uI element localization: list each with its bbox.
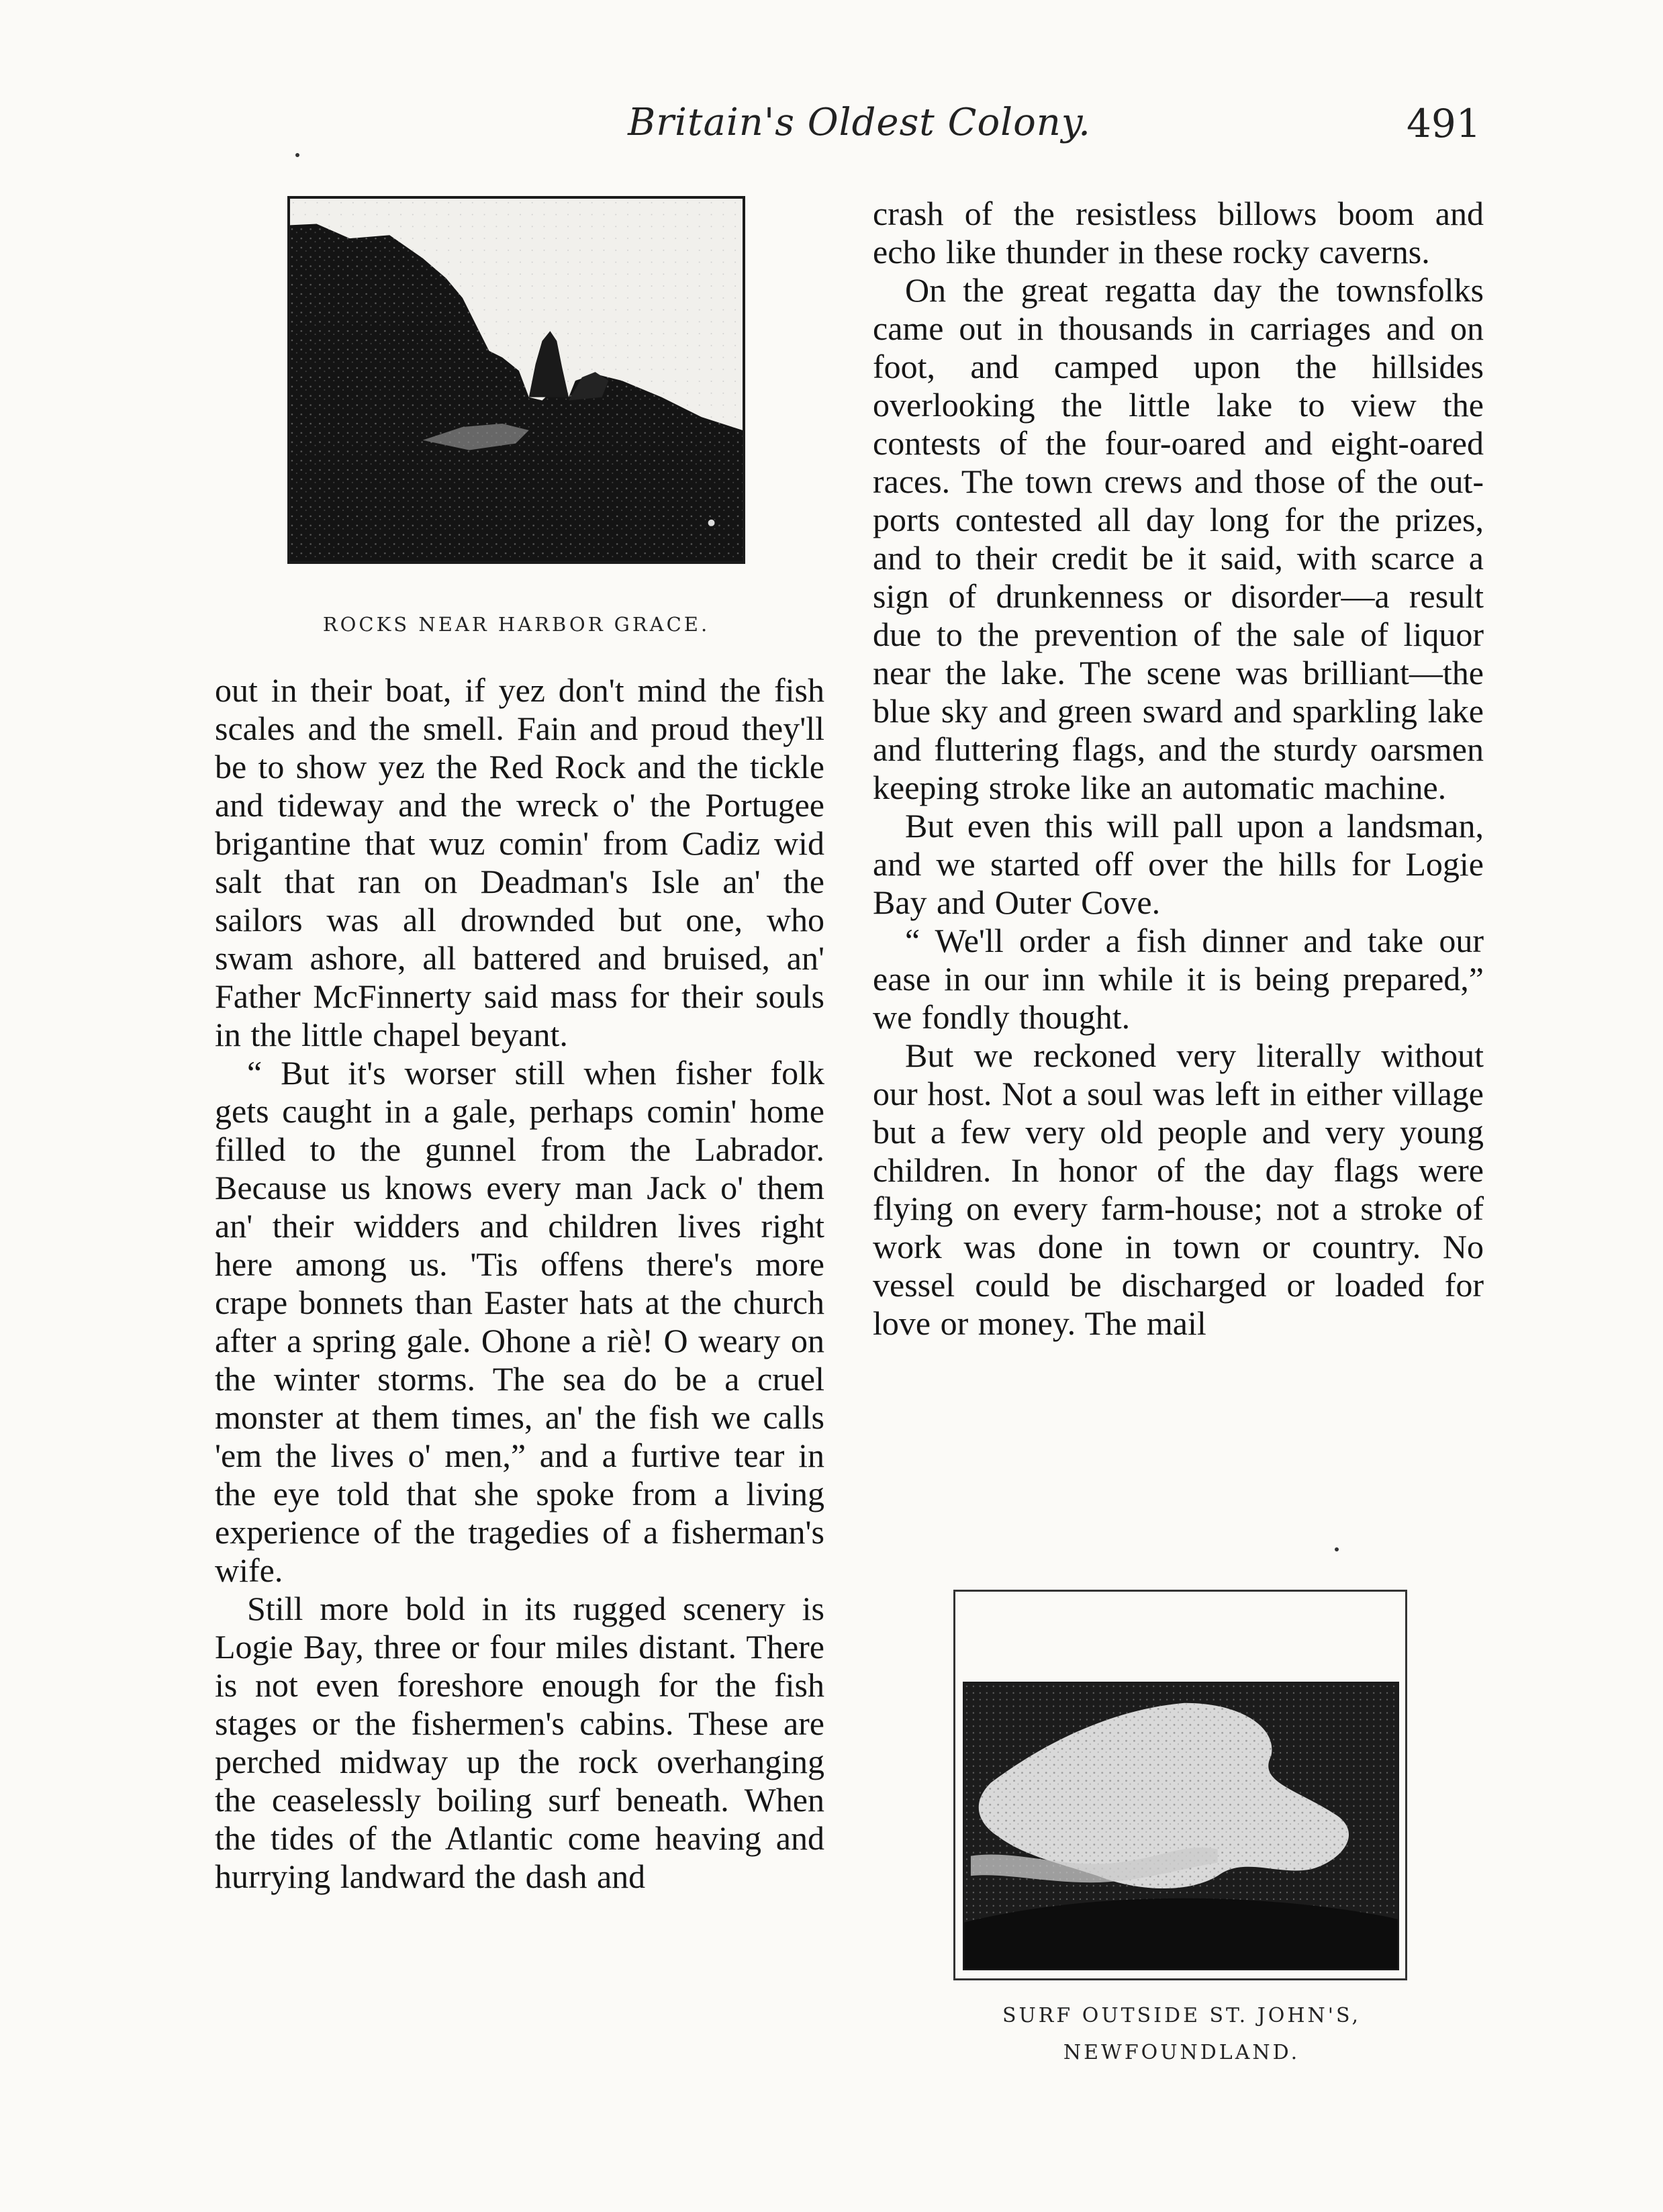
surf-illustration-art — [964, 1683, 1398, 1969]
paragraph: On the great regatta day the townsfolks came out in thousands in carriages and on foot, and camped upon the hillsides overlooking the little lake to view the contests of the four-oared and eight-oared races. The town crews and those of the out-ports contested all day long for the prizes, and to their credit be it said, with scarce a sign of drunkenness or disorder—a result due to the prevention of the sale of liquor near the lake. The scene was brilliant—the blue sky and green sward and sparkling lake and fluttering flags, and the sturdy oarsmen keeping stroke like an automatic machine. — [873, 271, 1484, 806]
paragraph: crash of the resistless billows boom and echo like thunder in these rocky caverns. — [873, 195, 1484, 271]
paragraph: “ But it's worser still when fisher folk gets caught in a gale, perhaps comin' home filled to the gunnel from the Labrador. Because us knows every man Jack o' them an' their widders and children lives right here among us. 'Tis offens there's more crape bonnets than Easter hats at the church after a spring gale. Ohone a riè! O weary on the winter storms. The sea do be a cruel monster at them times, an' the fish we calls 'em the lives o' men,” and a furtive tear in the eye told that she spoke from a living experience of the tragedies of a fisherman's wife. — [215, 1054, 824, 1589]
top-figure-caption: ROCKS NEAR HARBOR GRACE. — [322, 613, 710, 636]
paragraph: “ We'll order a fish dinner and take our ease in our inn while it is being prepared,” we fondly thought. — [873, 922, 1484, 1036]
left-text-column — [215, 671, 824, 1896]
page-number: 491 — [1407, 101, 1481, 146]
paragraph: out in their boat, if yez don't mind the fish scales and the smell. Fain and proud they'll be to show yez the Red Rock and the tickle and tideway and the wreck o' the Portugee brigantine that wuz comin' from Cadiz wid salt that ran on Deadman's Isle an' the sailors was all drownded but one, who swam ashore, all battered and bruised, an' Father McFinnerty said mass for their souls in the little chapel beyant. — [215, 671, 824, 1053]
paragraph: But we reckoned very literally without our host. Not a soul was left in either village but a few very old people and very young children. In honor of the day flags were flying on every farm-house; not a stroke of work was done in town or country. No vessel could be discharged or loaded for love or money. The mail — [873, 1037, 1484, 1342]
right-text-column — [873, 195, 1484, 1343]
speck — [295, 153, 299, 157]
paragraph: But even this will pall upon a landsman, and we started off over the hills for Logie Bay and Outer Cove. — [873, 807, 1484, 921]
bottom-figure-caption-line2: NEWFOUNDLAND. — [1063, 2041, 1300, 2064]
bottom-figure-caption-line1: SURF OUTSIDE ST. JOHN'S, — [1002, 2004, 1362, 2027]
rocks-illustration — [287, 196, 745, 564]
rocks-illustration-art — [290, 199, 743, 561]
surf-illustration — [963, 1682, 1399, 1970]
speck — [1335, 1547, 1339, 1551]
paragraph: Still more bold in its rugged scenery is Logie Bay, three or four miles distant. There is not even foreshore enough for the fish stages or the fishermen's cabins. These are perched midway up the rock overhanging the ceaselessly boiling surf beneath. When the tides of the Atlantic come heaving and hurrying landward the dash and — [215, 1590, 824, 1895]
running-title: Britain's Oldest Colony. — [628, 101, 1091, 144]
